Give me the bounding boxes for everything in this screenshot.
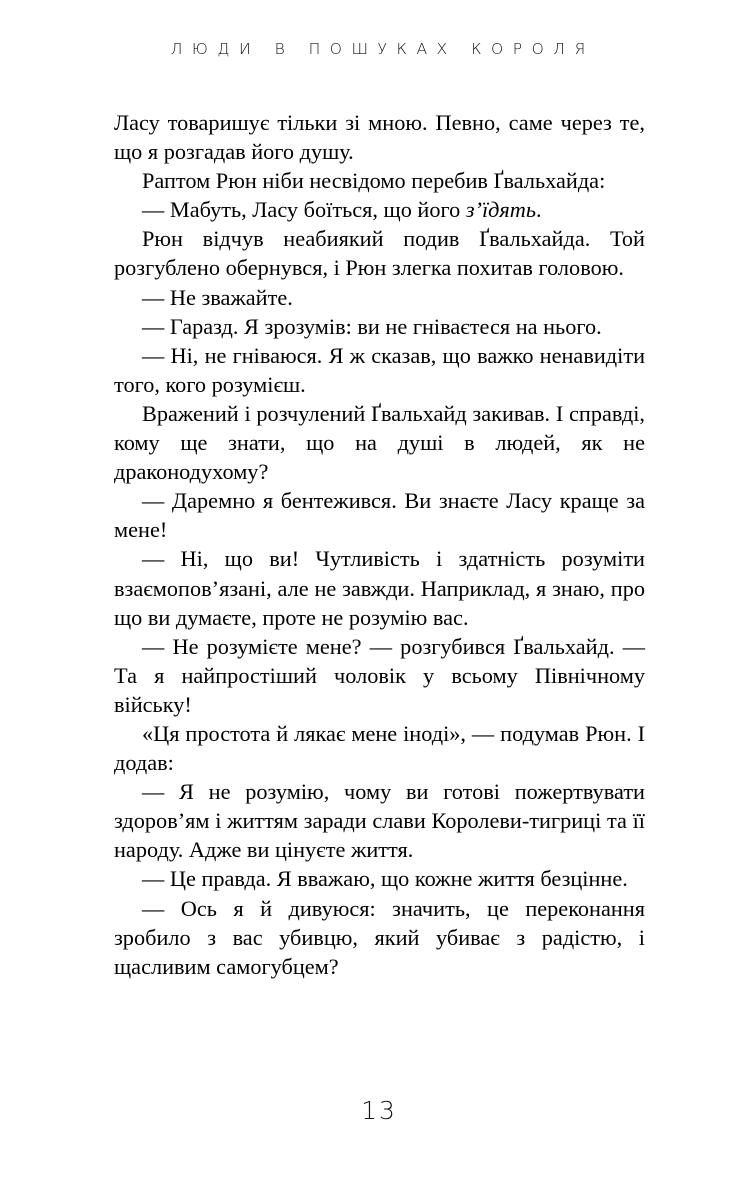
paragraph [114, 283, 645, 312]
paragraph [114, 544, 645, 631]
paragraph [114, 777, 645, 864]
paragraph-text: — Ось я й дивуюся: значить, це переконання зробило з вас убивцю, який убиває з радістю, і щасливим самогубцем? [114, 895, 645, 979]
paragraph-text: — Гаразд. Я зрозумів: ви не гніваєтеся на нього. [142, 313, 602, 339]
paragraph-text: — Не зважайте. [142, 284, 293, 310]
page-number: 13 [361, 1096, 397, 1125]
paragraph [114, 166, 645, 195]
paragraph-text: — Не розумієте мене? — розгубився Ґвальхайд. — Та я найпростіший чоловік у всьому Північному війську! [114, 633, 645, 717]
body-text-column [114, 108, 645, 981]
paragraph-text: Вражений і розчулений Ґвальхайд закивав. І справді, кому ще знати, що на душі в людей, як не драконодухому? [114, 400, 645, 485]
paragraph [114, 864, 645, 893]
paragraph-text: Ласу товаришує тільки зі мною. Певно, саме через те, що я розгадав його душу. [114, 110, 645, 165]
paragraph-text-before-italic: — Мабуть, Ласу боїться, що його [142, 197, 466, 223]
paragraph-text: Рюн відчув неабиякий подив Ґвальхайда. Той розгублено обернувся, і Рюн злегка похитав головою. [114, 226, 645, 281]
paragraph-with-italic [114, 195, 645, 224]
paragraph-text: «Ця простота й лякає мене іноді», — подумав Рюн. І додав: [114, 720, 645, 776]
paragraph [114, 632, 645, 719]
paragraph-text: Раптом Рюн ніби несвідомо перебив Ґвальхайда: [142, 168, 606, 194]
paragraph [114, 719, 645, 777]
paragraph-text: — Я не розумію, чому ви готові пожертвувати здоров’ям і життям заради слави Королеви-тигриці та її народу. Адже ви цінуєте життя. [114, 779, 645, 863]
paragraph-text: — Це правда. Я вважаю, що кожне життя безцінне. [142, 866, 628, 892]
paragraph [114, 312, 645, 341]
paragraph [114, 224, 645, 282]
paragraph [114, 894, 645, 981]
running-head: ЛЮДИ В ПОШУКАХ КОРОЛЯ [170, 40, 595, 58]
italic-emphasis: з’їдять [465, 197, 537, 223]
paragraph [114, 108, 645, 166]
paragraph [114, 341, 645, 399]
paragraph-text: — Даремно я бентежився. Ви знаєте Ласу краще за мене! [114, 488, 645, 543]
paragraph [114, 486, 645, 544]
paragraph-text-after-italic: . [536, 197, 542, 223]
paragraph-text: — Ні, не гніваюся. Я ж сказав, що важко ненавидіти того, кого розумієш. [114, 342, 645, 397]
paragraph-text: — Ні, що ви! Чутливість і здатність розуміти взаємопов’язані, але не завжди. Наприклад, я знаю, про що ви думаєте, проте не розумію вас. [114, 546, 645, 630]
paragraph [114, 399, 645, 486]
